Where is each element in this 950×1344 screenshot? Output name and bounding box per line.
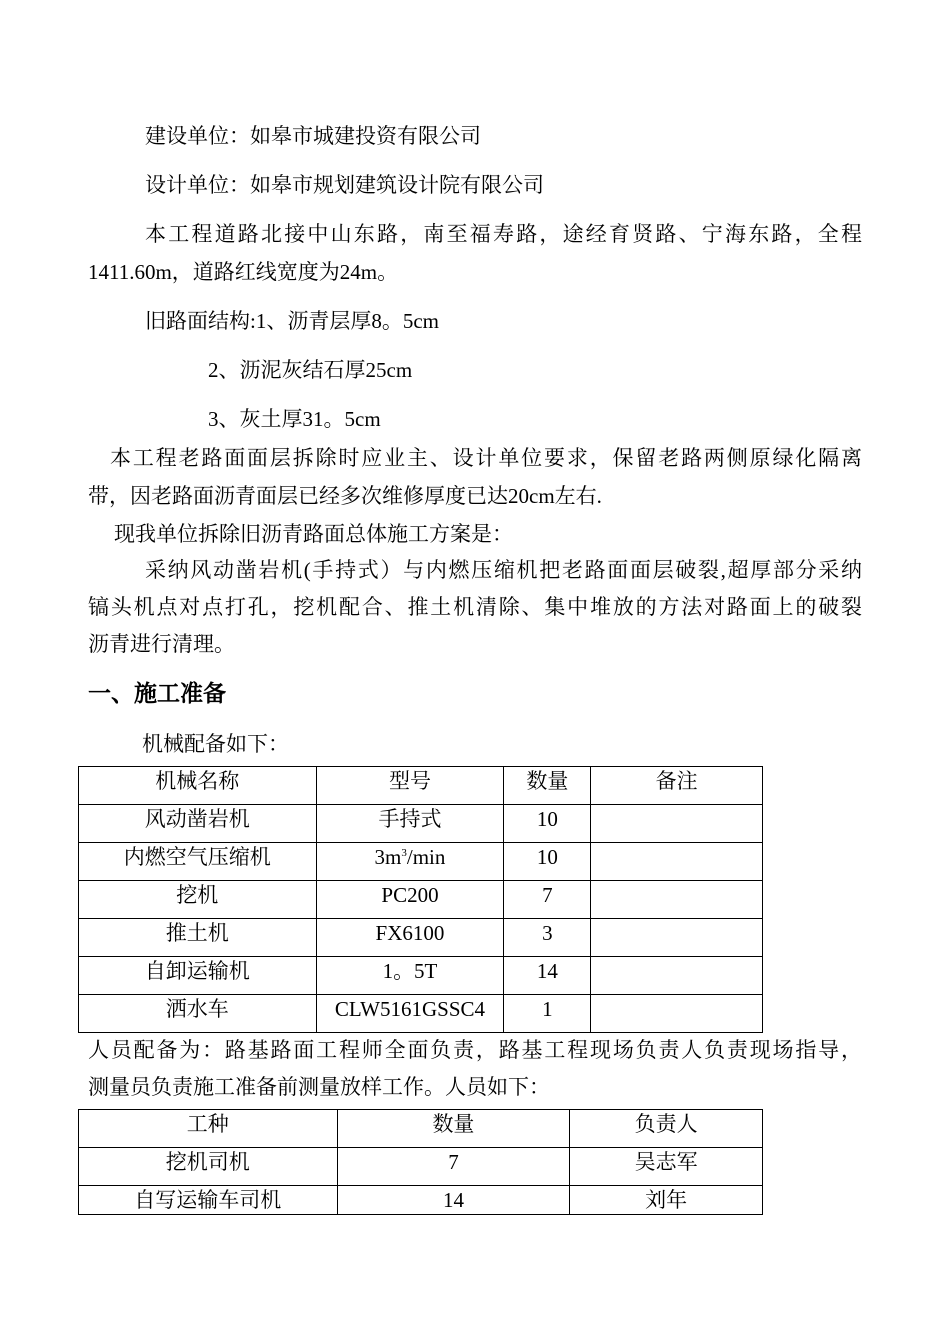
road-description-line-1: 本工程道路北接中山东路，南至福寿路，途经育贤路、宁海东路，全程 bbox=[145, 222, 862, 246]
machine-model: 1。5T bbox=[316, 957, 504, 995]
staff-lead: 刘年 bbox=[570, 1186, 763, 1215]
machine-name: 挖机 bbox=[79, 881, 317, 919]
machine-model: FX6100 bbox=[316, 919, 504, 957]
model-base: 3m bbox=[374, 845, 402, 869]
machine-note bbox=[591, 843, 763, 881]
machine-name: 推土机 bbox=[79, 919, 317, 957]
table-row bbox=[79, 919, 763, 957]
machine-note bbox=[591, 919, 763, 957]
model-superscript: 3 bbox=[401, 847, 407, 859]
machine-model: CLW5161GSSC4 bbox=[316, 995, 504, 1033]
staff-type: 挖机司机 bbox=[79, 1148, 338, 1186]
header-cell: 数量 bbox=[504, 767, 591, 805]
header-cell: 机械名称 bbox=[79, 767, 317, 805]
machine-name: 内燃空气压缩机 bbox=[79, 843, 317, 881]
plan-line-2: 镐头机点对点打孔，挖机配合、推土机清除、集中堆放的方法对路面上的破裂 bbox=[88, 595, 862, 619]
plan-line-1: 采纳风动凿岩机(手持式）与内燃压缩机把老路面面层破裂,超厚部分采纳 bbox=[145, 558, 862, 582]
machine-qty: 14 bbox=[504, 957, 591, 995]
road-description-line-2: 1411.60m，道路红线宽度为24m。 bbox=[88, 260, 399, 284]
old-structure-2: 2、沥泥灰结石厚25cm bbox=[208, 358, 413, 382]
plan-line-3: 沥青进行清理。 bbox=[88, 632, 235, 656]
removal-requirement-line-1: 本工程老路面面层拆除时应业主、设计单位要求，保留老路两侧原绿化隔离 bbox=[110, 446, 862, 470]
table-row bbox=[79, 1148, 763, 1186]
table-row bbox=[79, 957, 763, 995]
owner-line: 建设单位：如皋市城建投资有限公司 bbox=[145, 124, 481, 148]
machine-qty: 1 bbox=[504, 995, 591, 1033]
plan-intro: 现我单位拆除旧沥青路面总体施工方案是： bbox=[114, 522, 513, 546]
header-cell: 工种 bbox=[79, 1110, 338, 1148]
machine-qty: 7 bbox=[504, 881, 591, 919]
machine-note bbox=[591, 995, 763, 1033]
machine-qty: 3 bbox=[504, 919, 591, 957]
staff-table-header bbox=[79, 1110, 763, 1148]
header-cell: 型号 bbox=[316, 767, 504, 805]
machine-note bbox=[591, 957, 763, 995]
old-structure-3: 3、灰土厚31。5cm bbox=[208, 407, 381, 431]
designer-line: 设计单位：如皋市规划建筑设计院有限公司 bbox=[145, 173, 544, 197]
section-1-title: 一、施工准备 bbox=[88, 681, 226, 707]
staff-table bbox=[78, 1109, 763, 1215]
old-structure-1: 旧路面结构:1、沥青层厚8。5cm bbox=[145, 309, 439, 333]
machine-model: 手持式 bbox=[316, 805, 504, 843]
machine-model bbox=[316, 843, 504, 881]
removal-requirement-line-2: 带，因老路面沥青面层已经多次维修厚度已达20cm左右. bbox=[88, 484, 602, 508]
table-row bbox=[79, 881, 763, 919]
machines-intro: 机械配备如下： bbox=[142, 732, 289, 756]
staff-lead: 吴志军 bbox=[570, 1148, 763, 1186]
table-row bbox=[79, 843, 763, 881]
machine-name: 洒水车 bbox=[79, 995, 317, 1033]
table-row bbox=[79, 805, 763, 843]
machine-qty: 10 bbox=[504, 805, 591, 843]
staff-qty: 14 bbox=[337, 1186, 570, 1215]
header-cell: 备注 bbox=[591, 767, 763, 805]
staff-line-1: 人员配备为：路基路面工程师全面负责，路基工程现场负责人负责现场指导， bbox=[88, 1038, 862, 1062]
model-unit: /min bbox=[406, 845, 446, 869]
machine-qty: 10 bbox=[504, 843, 591, 881]
staff-qty: 7 bbox=[337, 1148, 570, 1186]
header-cell: 数量 bbox=[337, 1110, 570, 1148]
machine-table bbox=[78, 766, 763, 1033]
staff-type: 自写运输车司机 bbox=[79, 1186, 338, 1215]
machine-table-header bbox=[79, 767, 763, 805]
machine-note bbox=[591, 805, 763, 843]
machine-name: 风动凿岩机 bbox=[79, 805, 317, 843]
machine-name: 自卸运输机 bbox=[79, 957, 317, 995]
table-row bbox=[79, 995, 763, 1033]
staff-line-2: 测量员负责施工准备前测量放样工作。人员如下： bbox=[88, 1075, 550, 1099]
header-cell: 负责人 bbox=[570, 1110, 763, 1148]
table-row bbox=[79, 1186, 763, 1215]
machine-model: PC200 bbox=[316, 881, 504, 919]
machine-note bbox=[591, 881, 763, 919]
